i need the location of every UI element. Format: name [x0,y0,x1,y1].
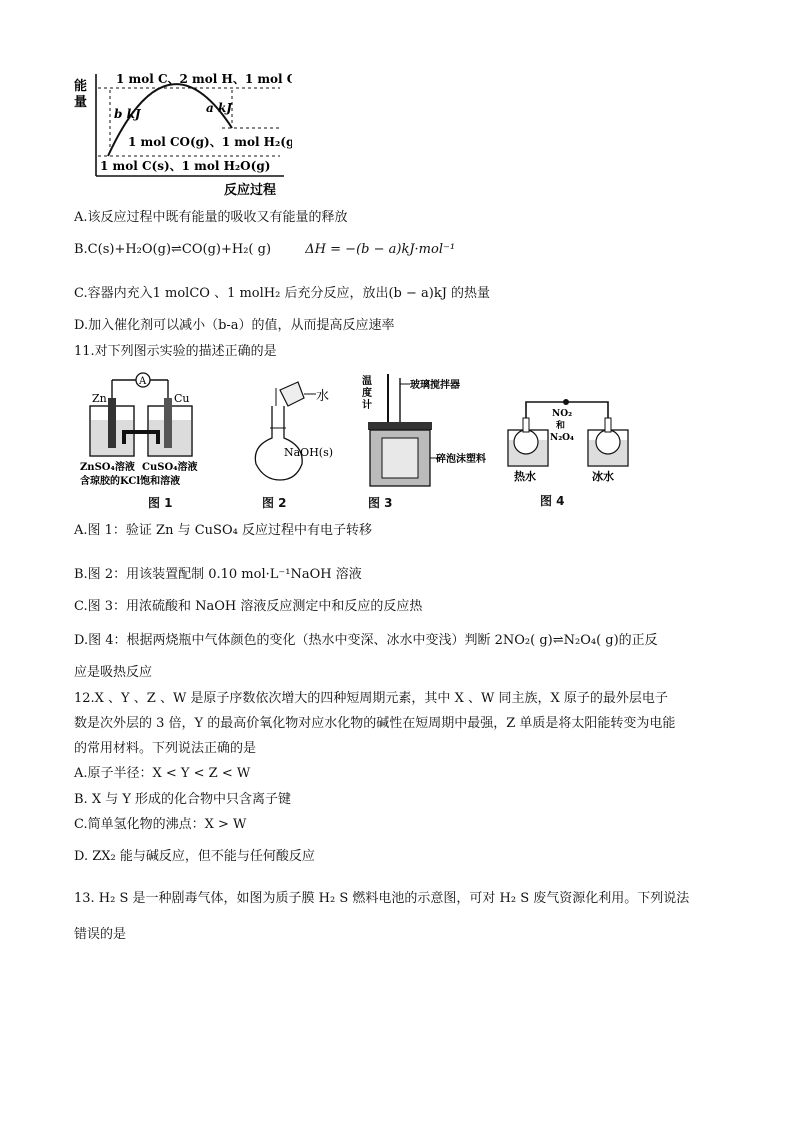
q12-stem-line-1: 12.X 、Y 、Z 、W 是原子序数依次增大的四种短周期元素，其中 X 、W 同主族，X 原子的最外层电子 [74,691,668,706]
q10-option-d: D.加入催化剂可以减小（b-a）的值，从而提高反应速率 [74,318,395,333]
q10-option-a: A.该反应过程中既有能量的吸收又有能量的释放 [74,210,348,225]
q10-option-b [74,241,455,259]
figure-2-caption: 图 2 [262,496,287,510]
energy-diagram [72,68,292,198]
figure-3-svg [360,372,490,492]
product-state-label: 1 mol CO(g)、1 mol H₂(g) [128,135,292,149]
zn-electrode [108,398,116,448]
q11-option-d-line-1: D.图 4：根据两烧瓶中气体颜色的变化（热水中变深、冰水中变浅）判断 2NO₂( g)⇌N₂O₄( g)的正反 [74,633,658,648]
figure-4-svg [504,386,634,486]
figure-4-caption: 图 4 [540,494,565,508]
a-label: a kJ [206,101,232,115]
q11-option-b: B.图 2：用该装置配制 0.10 mol·L⁻¹NaOH 溶液 [74,567,362,582]
ammeter-label: A [139,376,147,387]
q11-option-a: A.图 1：验证 Zn 与 CuSO₄ 反应过程中有电子转移 [74,523,372,538]
water-label: 水 [316,389,330,404]
q12-option-c: C.简单氢化物的沸点：X > W [74,817,247,832]
figure-1-caption: 图 1 [148,496,173,510]
thermometer-label-2: 度 [362,388,372,399]
q12-stem-line-2: 数是次外层的 3 倍，Y 的最高价氧化物对应水化物的碱性在短周期中最强，Z 单质是将太阳能转变为电能 [74,716,676,731]
hot-water-label: 热水 [514,470,536,483]
q10-option-c: C.容器内充入1 molCO 、1 molH₂ 后充分反应，放出(b − a)kJ 的热量 [74,286,491,301]
thermometer-label-3: 计 [362,400,372,411]
q11-option-c: C.图 3：用浓硫酸和 NaOH 溶液反应测定中和反应的反应热 [74,599,423,614]
figure-4 [504,386,634,486]
q13-stem-line-1: 13. H₂ S 是一种剧毒气体，如图为质子膜 H₂ S 燃料电池的示意图，可对 H₂ S 废气资源化利用。下列说法 [74,891,690,906]
gas-label-1: NO₂ [552,409,573,419]
cu-electrode [164,398,172,448]
foam-label: 碎泡沫塑料 [436,454,486,465]
figure-3 [360,372,490,492]
top-state-label: 1 mol C、2 mol H、1 mol O [116,72,292,86]
q12-option-b: B. X 与 Y 形成的化合物中只含离子键 [74,792,292,807]
stirrer-label: 玻璃搅拌器 [410,380,460,391]
figure-2 [246,376,346,486]
naoh-label: NaOH(s) [284,446,334,459]
gas-label-3: N₂O₄ [550,433,574,443]
q11-stem: 11.对下列图示实验的描述正确的是 [74,344,277,359]
b-label: b kJ [114,107,141,121]
reactant-state-label: 1 mol C(s)、1 mol H₂O(g) [100,159,271,173]
left-solution-label: ZnSO₄溶液 [80,462,135,473]
figure-1-svg [76,370,208,510]
clamp-icon [563,399,569,405]
gas-label-2: 和 [556,421,566,431]
y-label-2: 量 [74,95,88,110]
q12-stem-line-3: 的常用材料。下列说法正确的是 [74,741,257,756]
q13-stem-line-2: 错误的是 [74,927,127,942]
right-flask [596,430,620,454]
cu-label: Cu [174,392,190,405]
q12-option-a: A.原子半径：X < Y < Z < W [74,766,251,781]
q10-option-b-dh: ΔH = −(b − a)kJ·mol⁻¹ [305,242,456,257]
q10-option-b-equation: B.C(s)+H₂O(g)⇌CO(g)+H₂( g) [74,242,272,257]
pouring-beaker [280,382,304,406]
figure-2-svg [246,376,346,486]
thermometer-label-1: 温 [362,376,372,387]
x-axis-label: 反应过程 [224,183,277,198]
q11-option-d-line-2: 应是吸热反应 [74,665,153,680]
volumetric-flask [255,406,302,480]
q12-option-d: D. ZX₂ 能与碱反应，但不能与任何酸反应 [74,849,315,864]
right-solution-label: CuSO₄溶液 [142,462,198,473]
y-label-1: 能 [74,79,88,94]
figure-3-caption: 图 3 [368,496,393,510]
salt-bridge-label: 含琼胶的KCl饱和溶液 [80,476,181,487]
zn-label: Zn [92,392,107,405]
ice-water-label: 冰水 [592,470,614,483]
energy-diagram-svg [72,68,292,198]
figure-1 [76,370,208,510]
inner-beaker [382,438,418,478]
calorimeter-lid [368,422,432,430]
left-flask [514,430,538,454]
